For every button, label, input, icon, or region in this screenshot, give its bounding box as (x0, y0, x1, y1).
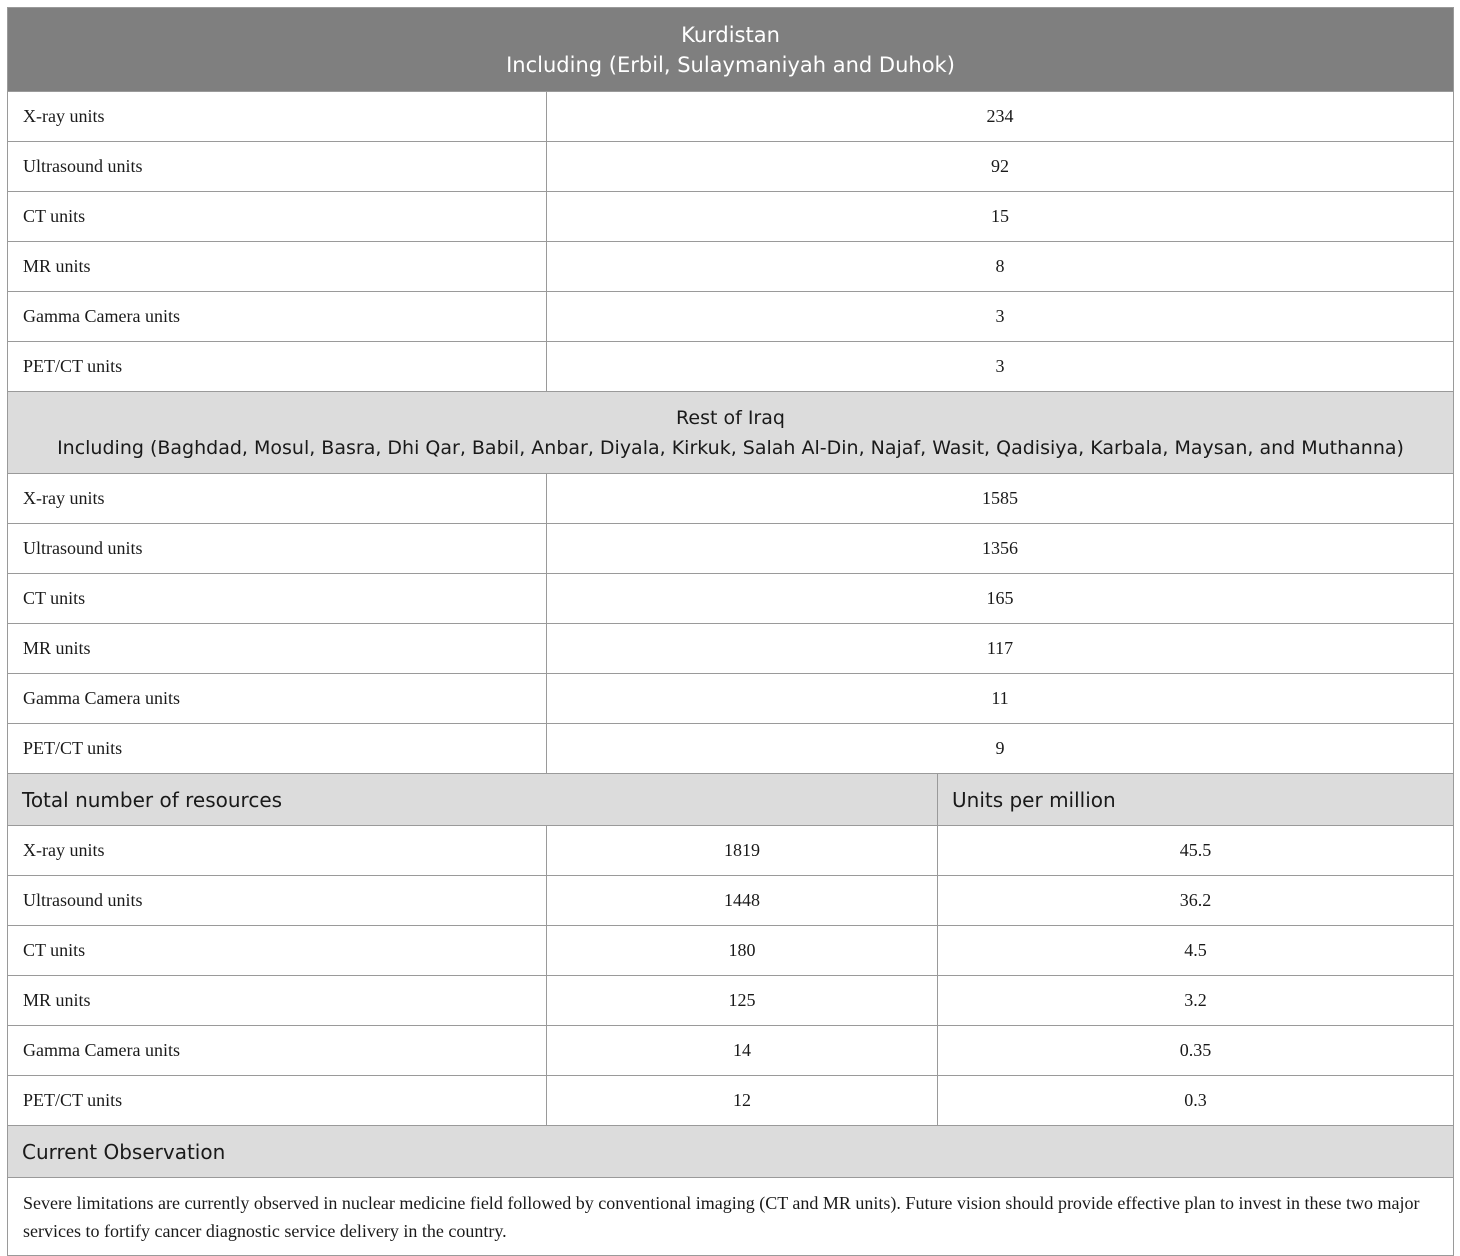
kurdistan-header-row (8, 8, 1454, 92)
row-label: MR units (8, 976, 547, 1026)
table-row (8, 292, 1454, 342)
resources-table (7, 7, 1454, 1256)
kurdistan-title: Kurdistan (681, 22, 780, 47)
row-label: MR units (8, 624, 547, 674)
row-value: 92 (547, 142, 1454, 192)
table-row (8, 724, 1454, 774)
observation-header-row (8, 1126, 1454, 1178)
table-row (8, 192, 1454, 242)
totals-header-row (8, 774, 1454, 826)
row-label: PET/CT units (8, 1076, 547, 1126)
rest-of-iraq-header (8, 392, 1454, 474)
row-total: 14 (547, 1026, 938, 1076)
row-total: 125 (547, 976, 938, 1026)
row-per-million: 36.2 (938, 876, 1454, 926)
table-row (8, 142, 1454, 192)
row-label: PET/CT units (8, 342, 547, 392)
table-row (8, 1026, 1454, 1076)
table-row (8, 826, 1454, 876)
table-row (8, 624, 1454, 674)
row-label: Ultrasound units (8, 876, 547, 926)
row-label: X-ray units (8, 826, 547, 876)
row-label: Ultrasound units (8, 142, 547, 192)
row-label: Gamma Camera units (8, 292, 547, 342)
row-per-million: 0.35 (938, 1026, 1454, 1076)
table-row (8, 574, 1454, 624)
table-row (8, 674, 1454, 724)
row-label: CT units (8, 926, 547, 976)
kurdistan-header (8, 8, 1454, 92)
row-value: 3 (547, 342, 1454, 392)
row-value: 3 (547, 292, 1454, 342)
row-label: MR units (8, 242, 547, 292)
row-label: X-ray units (8, 92, 547, 142)
row-value: 11 (547, 674, 1454, 724)
kurdistan-subtitle: Including (Erbil, Sulaymaniyah and Duhok) (506, 52, 955, 77)
row-per-million: 45.5 (938, 826, 1454, 876)
row-label: PET/CT units (8, 724, 547, 774)
observation-row (8, 1178, 1454, 1256)
rest-of-iraq-header-row (8, 392, 1454, 474)
table-row (8, 342, 1454, 392)
units-per-million-heading: Units per million (938, 774, 1454, 826)
table-row (8, 242, 1454, 292)
row-per-million: 4.5 (938, 926, 1454, 976)
rest-of-iraq-subtitle: Including (Baghdad, Mosul, Basra, Dhi Qar, Babil, Anbar, Diyala, Kirkuk, Salah Al-Din, Najaf, Wasit, Qadisiya, Karbala, Maysan, and Muthanna) (57, 436, 1404, 459)
row-value: 15 (547, 192, 1454, 242)
table-row (8, 876, 1454, 926)
observation-heading: Current Observation (8, 1126, 1454, 1178)
row-total: 1819 (547, 826, 938, 876)
row-label: Ultrasound units (8, 524, 547, 574)
table-row (8, 1076, 1454, 1126)
table-row (8, 474, 1454, 524)
row-total: 180 (547, 926, 938, 976)
row-total: 1448 (547, 876, 938, 926)
row-label: X-ray units (8, 474, 547, 524)
rest-of-iraq-title: Rest of Iraq (676, 406, 785, 429)
table-row (8, 524, 1454, 574)
row-label: CT units (8, 574, 547, 624)
row-value: 165 (547, 574, 1454, 624)
table-row (8, 976, 1454, 1026)
row-value: 234 (547, 92, 1454, 142)
row-per-million: 3.2 (938, 976, 1454, 1026)
observation-text: Severe limitations are currently observed in nuclear medicine field followed by conventional imaging (CT and MR units). Future vision should provide effective plan to invest in these two major services to fortify cancer diagnostic service delivery in the country. (8, 1178, 1454, 1256)
total-resources-heading: Total number of resources (8, 774, 938, 826)
row-total: 12 (547, 1076, 938, 1126)
row-label: CT units (8, 192, 547, 242)
row-value: 8 (547, 242, 1454, 292)
row-value: 1356 (547, 524, 1454, 574)
row-label: Gamma Camera units (8, 1026, 547, 1076)
row-value: 9 (547, 724, 1454, 774)
table-row (8, 92, 1454, 142)
row-value: 1585 (547, 474, 1454, 524)
row-value: 117 (547, 624, 1454, 674)
table-row (8, 926, 1454, 976)
row-label: Gamma Camera units (8, 674, 547, 724)
row-per-million: 0.3 (938, 1076, 1454, 1126)
